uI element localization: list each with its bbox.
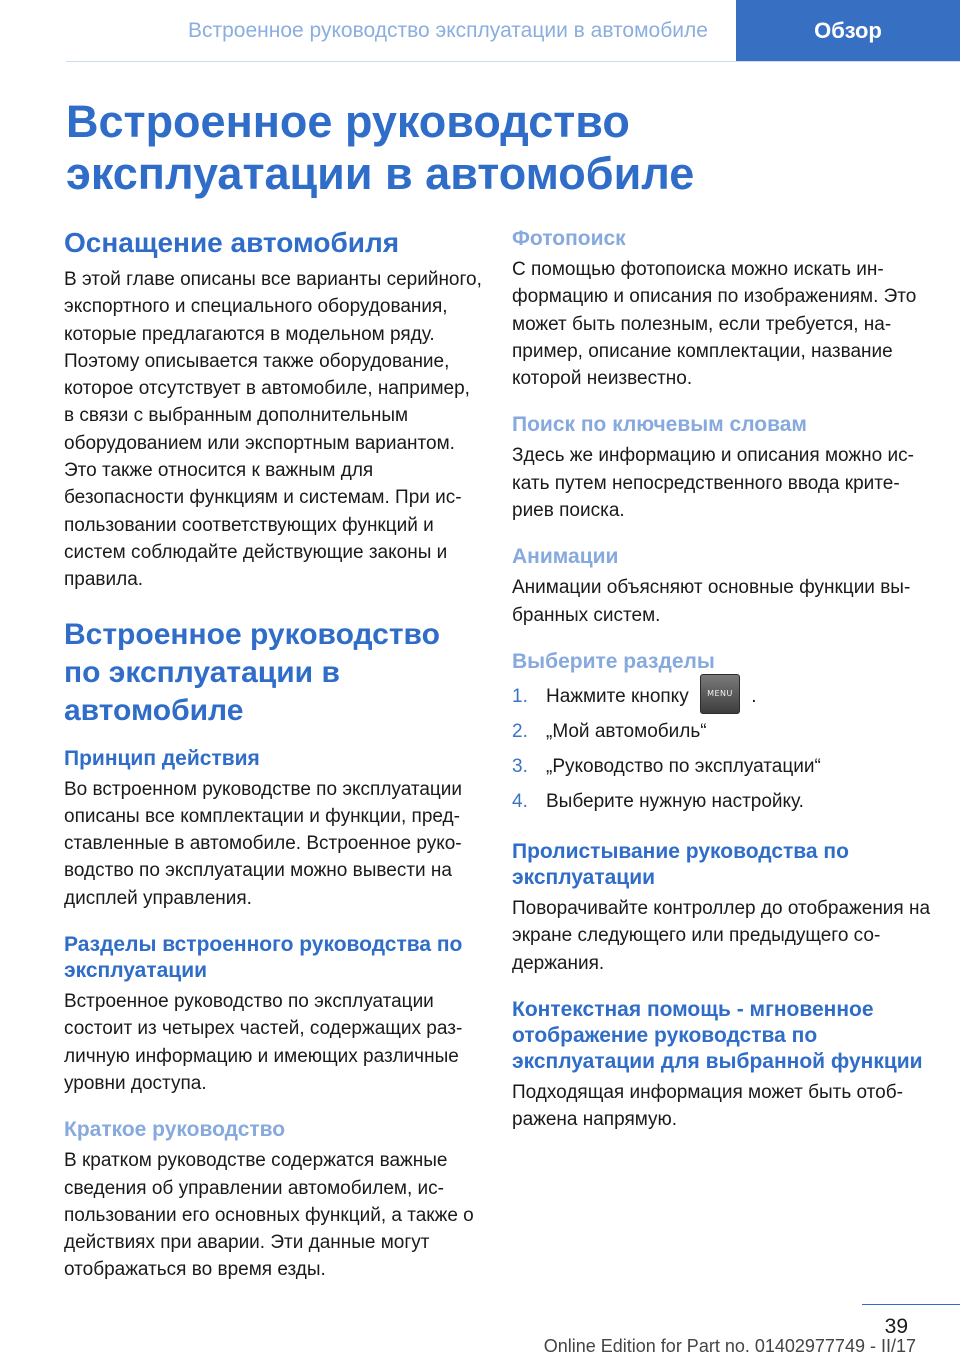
- heading-context-help: Контекстная помощь - мгновенное отображение руководства по эксплуатации для выбранной функции: [512, 997, 923, 1073]
- text-keyword-search: Здесь же информацию и описания можно искать путем непосредственного ввода критериев поиска.: [512, 445, 914, 522]
- step-text: Выберите нужную настройку.: [546, 790, 804, 812]
- list-item: [512, 714, 932, 749]
- list-item: [512, 784, 932, 819]
- page-header: [0, 0, 960, 62]
- heading-manual-sections: Разделы встроенного руководства по эксплуатации: [64, 933, 463, 983]
- right-column: [512, 226, 932, 1153]
- heading-keyword-search: Поиск по ключевым словам: [512, 413, 807, 437]
- step-text-end: .: [751, 685, 757, 707]
- header-divider: [66, 61, 960, 62]
- text-scroll-manual: Поворачивайте контроллер до отображения на экране следующего или предыдущего содержания.: [512, 897, 931, 974]
- chapter-title: Встроенное руководство эксплуатации в автомобиле: [66, 96, 695, 199]
- text-animations: Анимации объясняют основные функции выбранных систем.: [512, 577, 911, 626]
- heading-onboard-manual: Встроенное руководство по эксплуатации в автомобиле: [64, 617, 440, 727]
- step-number: 3.: [512, 755, 528, 777]
- edition-note: Online Edition for Part no. 01402977749 - II/17: [543, 1336, 916, 1356]
- step-text: „Руководство по эксплуатации“: [546, 755, 821, 777]
- step-number: 1.: [512, 685, 528, 707]
- text-principle: Во встроенном руководстве по эксплуатации описаны все комплектации и функции, представленные в автомобиле. Встроенное руководство по эксплуатации можно вывести на дисплей управления.: [64, 778, 463, 909]
- breadcrumb: Встроенное руководство эксплуатации в автомобиле: [188, 19, 708, 42]
- text-equipment: В этой главе описаны все варианты серийного, экспортного и специального оборудования, которые предлагаются в модельном ряду. Поэтому описывается также оборудование, которое отсутствует в автомобиле, например, в связи с выбранным дополнительным оборудованием или экспортным вариантом. Это также относится к важным для безопасности функциям и системам. При использовании соответствующих функций и систем соблюдайте действующие законы и правила.: [64, 269, 482, 591]
- heading-photo-search: Фотопоиск: [512, 227, 626, 250]
- heading-equipment: Оснащение автомобиля: [64, 227, 400, 258]
- text-manual-sections: Встроенное руководство по эксплуатации состоит из четырех частей, содержащих различную информацию и имеющих различные уровни доступа.: [64, 991, 463, 1094]
- heading-scroll-manual: Пролистывание руководства по эксплуатации: [512, 839, 849, 889]
- list-item: [512, 749, 932, 784]
- left-column: [64, 226, 484, 1304]
- step-number: 2.: [512, 720, 528, 742]
- list-item: [512, 679, 932, 714]
- step-number: 4.: [512, 790, 528, 812]
- menu-button-icon: MENU: [700, 674, 740, 714]
- step-text: Нажмите кнопку: [546, 685, 689, 707]
- footer-divider: [862, 1304, 960, 1305]
- heading-animations: Анимации: [512, 545, 619, 569]
- section-tab-overview: Обзор: [736, 0, 960, 62]
- text-context-help: Подходящая информация может быть отображена напрямую.: [512, 1081, 903, 1131]
- text-photo-search: С помощью фотопоиска можно искать информацию и описания по изображениям. Это может быть полезным, если требуется, например, описание комплектации, название которой неизвестно.: [512, 259, 917, 390]
- heading-quick-guide: Краткое руководство: [64, 1118, 286, 1142]
- heading-select-sections: Выберите разделы: [512, 649, 715, 673]
- step-text: „Мой автомобиль“: [546, 720, 707, 742]
- text-quick-guide: В кратком руководстве содержатся важные сведения об управлении автомобилем, использовании его основных функций, а также о действиях при аварии. Эти данные могут отображаться во время езды.: [64, 1150, 474, 1281]
- page-number: 39: [884, 1315, 908, 1338]
- heading-principle: Принцип действия: [64, 746, 260, 770]
- steps-list: [512, 679, 932, 819]
